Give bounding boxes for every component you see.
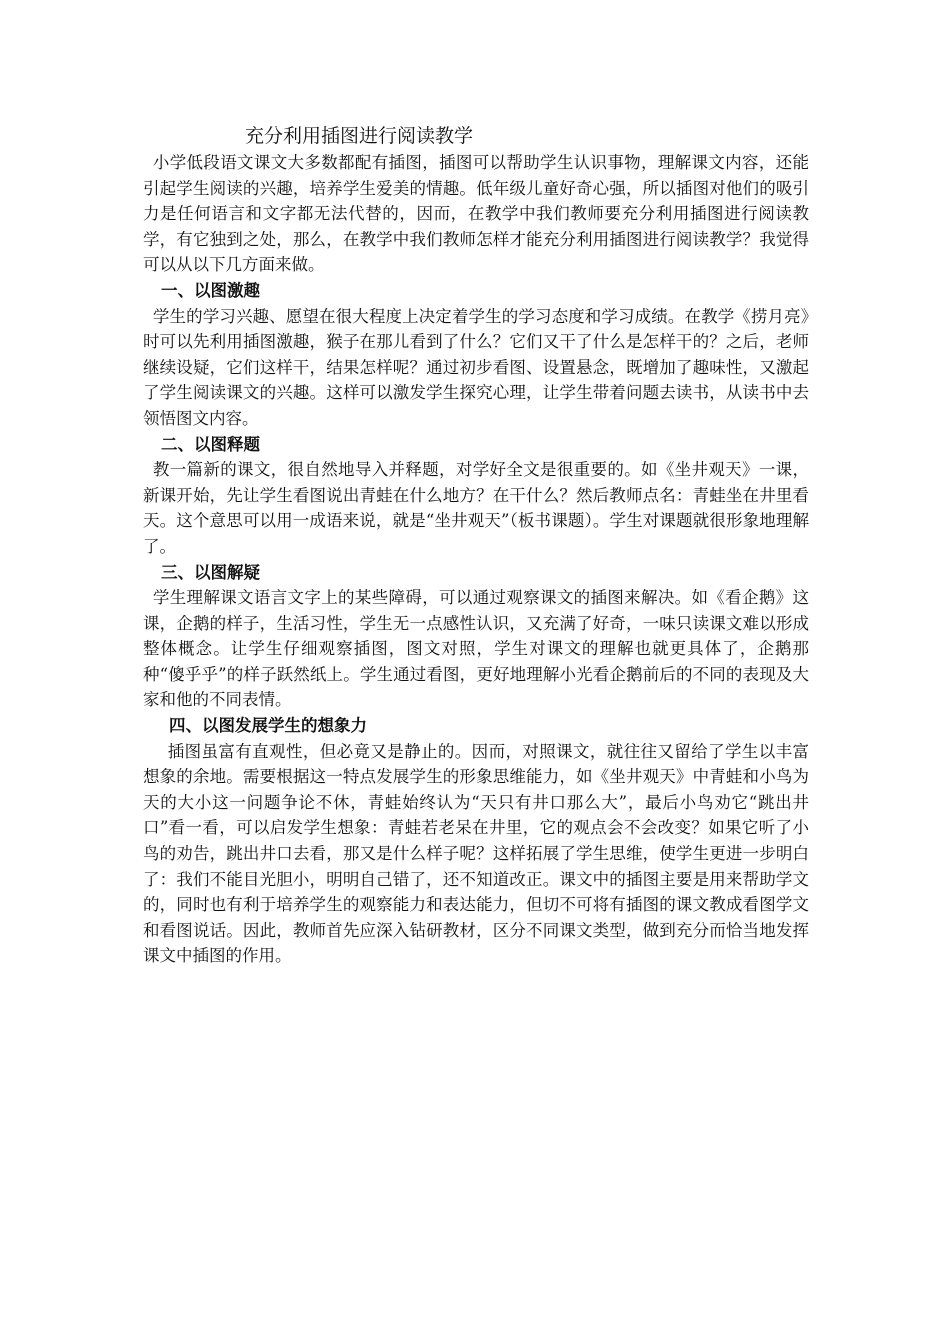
- document-title: 充分利用插图进行阅读教学: [245, 125, 474, 147]
- section-heading-1: 一、以图激趣: [161, 280, 260, 300]
- section-heading-4: 四、以图发展学生的想象力: [169, 716, 367, 736]
- section-body-3: 学生理解课文语言文字上的某些障碍，可以通过观察课文的插图来解决。如《看企鹅》这课，企鹅的样子，生活习性，学生无一点感性认识，又充满了好奇，一味只读课文难以形成整体概念。让学生仔细观察插图，图文对照，学生对课文的理解也就更具体了，企鹅那种“傻乎乎”的样子跃然纸上。学生通过看图，更好地理解小光看企鹅前后的不同的表现及大家和他的不同表情。: [143, 588, 809, 710]
- section-body-2: 教一篇新的课文，很自然地导入并释题，对学好全文是很重要的。如《坐井观天》一课，新课开始，先让学生看图说出青蛙在什么地方？在干什么？然后教师点名：青蛙坐在井里看天。这个意思可以用一成语来说，就是“坐井观天”（板书课题）。学生对课题就很形象地理解了。: [143, 460, 809, 556]
- section-heading-2: 二、以图释题: [161, 434, 260, 454]
- intro-paragraph: 小学低段语文课文大多数都配有插图，插图可以帮助学生认识事物，理解课文内容，还能引起学生阅读的兴趣，培养学生爱美的情趣。低年级儿童好奇心强，所以插图对他们的吸引力是任何语言和文字都无法代替的，因而，在教学中我们教师要充分利用插图进行阅读教学，有它独到之处，那么，在教学中我们教师怎样才能充分利用插图进行阅读教学？我觉得可以从以下几方面来做。: [143, 153, 809, 275]
- section-body-1: 学生的学习兴趣、愿望在很大程度上决定着学生的学习态度和学习成绩。在教学《捞月亮》时可以先利用插图激趣，猴子在那儿看到了什么？它们又干了什么是怎样干的？之后，老师继续设疑，它们这样干，结果怎样呢？通过初步看图、设置悬念，既增加了趣味性，又激起了学生阅读课文的兴趣。这样可以激发学生探究心理，让学生带着问题去读书，从读书中去领悟图文内容。: [143, 306, 809, 428]
- section-heading-3: 三、以图解疑: [161, 562, 260, 582]
- document-body: [143, 122, 809, 969]
- section-body-4: 插图虽富有直观性，但必竟又是静止的。因而，对照课文，就往往又留给了学生以丰富想象的余地。需要根据这一特点发展学生的形象思维能力，如《坐井观天》中青蛙和小鸟为天的大小这一问题争论不休，青蛙始终认为“天只有井口那么大”，最后小鸟劝它“跳出井口”看一看，可以启发学生想象：青蛙若老呆在井里，它的观点会不会改变？如果它听了小鸟的劝告，跳出井口去看，那又是什么样子呢？这样拓展了学生思维，使学生更进一步明白了：我们不能目光胆小，明明自己错了，还不知道改正。课文中的插图主要是用来帮助学文的，同时也有利于培养学生的观察能力和表达能力，但切不可将有插图的课文教成看图学文和看图说话。因此，教师首先应深入钻研教材，区分不同课文类型，做到充分而恰当地发挥课文中插图的作用。: [143, 741, 809, 966]
